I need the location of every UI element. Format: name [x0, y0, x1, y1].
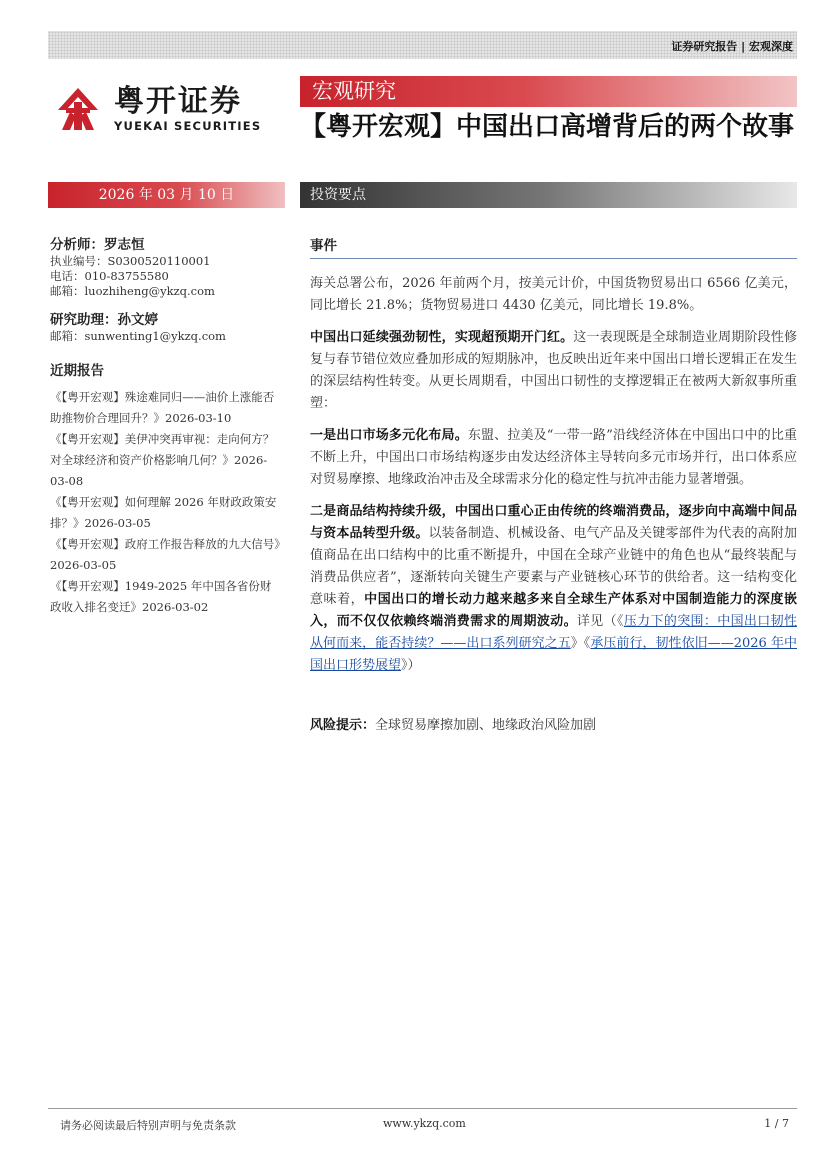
- recent-report-item[interactable]: 《【粤开宏观】政府工作报告释放的九大信号》2026-03-05: [50, 537, 280, 572]
- reference-intro: 详见（《: [576, 614, 624, 629]
- paragraph-lead: 一是出口市场多元化布局。: [310, 428, 468, 443]
- recent-report-item[interactable]: 《【粤开宏观】1949-2025 年中国各省份财政收入排名变迁》2026-03-02: [50, 579, 272, 614]
- event-paragraph: 海关总署公布，2026 年前两个月，按美元计价，中国货物贸易出口 6566 亿美元，同比增长 21.8%；货物贸易进口 4430 亿美元，同比增长 19.8%。: [310, 276, 797, 313]
- report-date: 2026 年 03 月 10 日: [48, 182, 285, 208]
- risk-warning: [310, 715, 797, 737]
- reference-separator: 》《: [570, 636, 591, 651]
- report-title: 【粤开宏观】中国出口高增背后的两个故事: [300, 112, 795, 142]
- recent-report-item[interactable]: 《【粤开宏观】如何理解 2026 年财政政策安排？》2026-03-05: [50, 495, 277, 530]
- paragraph-body: 这一表现既是全球制造业周期阶段性修复与春节错位效应叠加形成的短期脉冲，也反映出近年来中国出口增长逻辑正在发生的深层结构性转变。从更长周期看，中国出口韧性的支撑逻辑正在被两大新叙事所重塑：: [310, 330, 797, 411]
- assistant-name: 研究助理：孙文婷: [50, 312, 158, 328]
- page-number: 1 / 7: [764, 1117, 789, 1130]
- paragraph-body: 东盟、拉美及“一带一路”沿线经济体在中国出口中的比重不断上升，中国出口市场结构逐步由发达经济体主导转向多元市场并行，出口体系应对贸易摩擦、地缘政治冲击及全球需求分化的稳定性与抗冲击能力显著增强。: [310, 428, 797, 487]
- investment-points-bar: 投资要点: [300, 182, 797, 208]
- yuekai-logo-icon: [52, 86, 104, 132]
- brand-name-en: YUEKAI SECURITIES: [114, 119, 262, 133]
- analyst-email: 邮箱：luozhiheng@ykzq.com: [50, 284, 215, 298]
- brand-name-cn: 粤开证券: [114, 84, 242, 119]
- recent-reports-title: 近期报告: [50, 363, 104, 379]
- paragraph-lead: 中国出口延续强劲韧性，实现超预期开门红。: [310, 330, 574, 345]
- paragraph-structure-upgrade: [310, 501, 797, 677]
- sidebar: [50, 236, 282, 618]
- report-type-label: 证券研究报告 | 宏观深度: [671, 40, 793, 53]
- event-heading: 事件: [310, 234, 797, 259]
- analyst-name: 分析师：罗志恒: [50, 237, 145, 253]
- page-footer: [48, 1108, 797, 1132]
- company-logo: [52, 86, 282, 136]
- analyst-cert: 执业编号：S0300520110001: [50, 254, 211, 268]
- risk-text: 全球贸易摩擦加剧、地缘政治风险加剧: [375, 718, 597, 733]
- paragraph-emphasis: 中国出口的增长动力越来越多来自全球生产体系对中国制造能力的深度嵌入，而不仅仅依赖终端消费需求的周期波动。: [310, 592, 797, 629]
- footer-disclaimer: 请务必阅读最后特别声明与免责条款: [60, 1119, 236, 1132]
- reference-link-export-outlook[interactable]: 承压前行，韧性依旧——2026 年中国出口形势展望: [310, 636, 797, 673]
- assistant-email: 邮箱：sunwenting1@ykzq.com: [50, 329, 226, 343]
- paragraph-body: 以装备制造、机械设备、电气产品及关键零部件为代表的高附加值商品在出口结构中的比重不断提升，中国在全球产业链中的角色也从“最终装配与消费品供应者”，逐渐转向关键生产要素与产业链核心环节的供给者。这一结构变化意味着，: [310, 526, 797, 607]
- header-bar: [48, 31, 797, 59]
- recent-report-item[interactable]: 《【粤开宏观】美伊冲突再审视：走向何方？对全球经济和资产价格影响几何？》2026-03-08: [50, 432, 275, 488]
- main-content: [310, 234, 797, 737]
- paragraph-market-diversification: [310, 425, 797, 491]
- category-tag: 宏观研究: [300, 76, 797, 107]
- footer-website[interactable]: www.ykzq.com: [383, 1117, 466, 1130]
- reference-link-export-research[interactable]: 压力下的突围：中国出口韧性从何而来，能否持续？——出口系列研究之五: [310, 614, 797, 651]
- analyst-phone: 电话：010-83755580: [50, 269, 169, 283]
- paragraph-resilience: [310, 327, 797, 415]
- reference-close: 》）: [401, 658, 421, 673]
- recent-report-item[interactable]: 《【粤开宏观】殊途难同归——油价上涨能否助推物价合理回升？》2026-03-10: [50, 390, 275, 425]
- paragraph-lead: 二是商品结构持续升级，中国出口重心正由传统的终端消费品，逐步向中高端中间品与资本品转型升级。: [310, 504, 797, 541]
- risk-label: 风险提示：: [310, 718, 376, 733]
